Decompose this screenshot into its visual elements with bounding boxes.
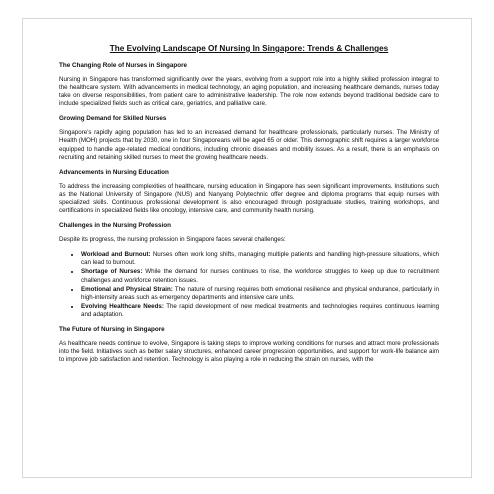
document-page bbox=[22, 18, 472, 478]
section-paragraph: Despite its progress, the nursing profession in Singapore faces several challenges: bbox=[59, 236, 286, 244]
list-item bbox=[81, 268, 439, 284]
section-paragraph: As healthcare needs continue to evolve, Singapore is taking steps to improve working conditions for nurses and attract more professionals into the field. Initiatives such as better salary structures, enhanced career progression opportunities, and support for work-life balance aim to improve job satisfaction and retention. Technology is also playing a role in reducing the strain on nurses, with the bbox=[59, 339, 439, 364]
section-paragraph: Nursing in Singapore has transformed significantly over the years, evolving from a support role into a highly skilled profession integral to the healthcare system. With advancements in medical technology, an aging population, and increasing healthcare demands, nurses today take on diverse responsibilities, from patient care to administrative leadership. The role now extends beyond traditional bedside care to include specialized fields such as critical care, geriatrics, and palliative care. bbox=[59, 76, 439, 108]
list-item bbox=[81, 303, 439, 319]
list-item-text: The nature of nursing requires both emotional resilience and physical endurance, particularly in high-intensity areas such as emergency departments and intensive care units. bbox=[81, 285, 439, 301]
list-item-text: While the demand for nurses continues to rise, the workforce struggles to keep up due to recruitment challenges and workforce retention issues. bbox=[81, 268, 439, 284]
challenges-list bbox=[59, 251, 439, 319]
section-heading: The Changing Role of Nurses in Singapore bbox=[59, 62, 188, 69]
document-title: The Evolving Landscape Of Nursing In Singapore: Trends & Challenges bbox=[109, 44, 389, 53]
section-paragraph: To address the increasing complexities of healthcare, nursing education in Singapore has seen significant improvements. Institutions such as the National University of Singapore (NUS) and Nanyang Polytechnic offer degree and diploma programs that equip nurses with specialized skills. Continuous professional development is also encouraged through postgraduate studies, training workshops, and certifications in specialized fields like oncology, intensive care, and community health nursing. bbox=[59, 182, 439, 215]
list-item-label: Shortage of Nurses: bbox=[81, 268, 143, 276]
document-content bbox=[59, 43, 439, 371]
list-item-text: Nurses often work long shifts, managing multiple patients and handling high-pressure situations, which can lead to burnout. bbox=[81, 251, 439, 267]
section-heading: Advancements in Nursing Education bbox=[59, 168, 169, 176]
list-item-label: Evolving Healthcare Needs: bbox=[81, 302, 164, 310]
section-heading: Challenges in the Nursing Profession bbox=[59, 222, 171, 230]
section-heading: The Future of Nursing in Singapore bbox=[59, 325, 165, 333]
section-heading: Growing Demand for Skilled Nurses bbox=[59, 115, 167, 123]
list-item-label: Emotional and Physical Strain: bbox=[81, 285, 173, 293]
list-item-text: The rapid development of new medical treatments and technologies requires continuous learning and adaptation. bbox=[81, 302, 440, 318]
list-item bbox=[81, 251, 439, 267]
list-item bbox=[81, 286, 439, 302]
list-item-label: Workload and Burnout: bbox=[81, 251, 151, 259]
section-paragraph: Singapore's rapidly aging population has led to an increased demand for healthcare professionals, particularly nurses. The Ministry of Health (MOH) projects that by 2030, one in four Singaporeans will be aged 65 or older. This demographic shift requires a larger workforce equipped to handle age-related medical conditions, including chronic diseases and mobility issues. As a result, there is an emphasis on recruiting and retaining skilled nurses to meet the growing healthcare needs. bbox=[59, 129, 439, 161]
